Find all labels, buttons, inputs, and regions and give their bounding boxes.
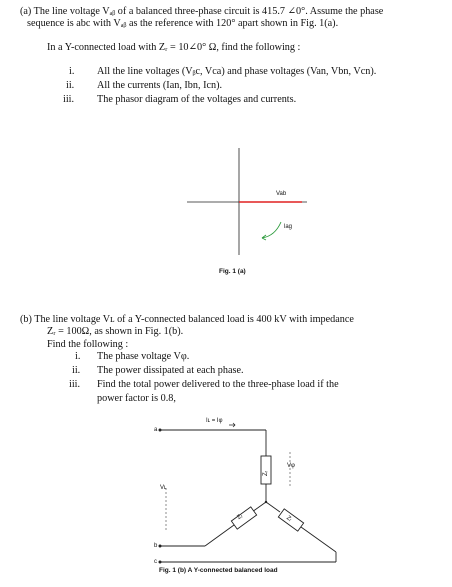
lag-label: lag	[284, 224, 293, 230]
terminal-a	[159, 429, 162, 432]
list-item-text: All the currents (Ian, Ibn, Icn).	[97, 80, 223, 91]
node-c-label: c	[154, 559, 157, 565]
part-a-intro-line2: sequence is abc with Vₐᵦ as the reference with 120° apart shown in Fig. 1(a).	[27, 18, 339, 29]
part-b-intro-line1: (b) The line voltage Vʟ of a Y-connected balanced load is 400 kV with impedance	[20, 314, 354, 325]
wire	[252, 502, 266, 512]
list-item-number: iii.	[63, 94, 75, 105]
part-a-intro-line1: (a) The line voltage Vₐᵦ of a balanced three-phase circuit is 415.7 ∠0°. Assume the phase	[20, 6, 384, 17]
list-item-text: Find the total power delivered to the three-phase load if the	[97, 379, 339, 390]
wire	[205, 525, 234, 546]
node-a-label: a	[154, 427, 158, 433]
figure-caption-a: Fig. 1 (a)	[219, 268, 246, 275]
terminal-c	[159, 561, 162, 564]
wire	[266, 502, 280, 512]
impedance-a-label: Zᵣ	[263, 470, 269, 476]
terminal-b	[159, 545, 162, 548]
list-item-text: All the line voltages (Vᵦc, Vca) and phase voltages (Van, Vbn, Vcn).	[97, 66, 377, 77]
impedance-c-label: Zᵣ	[285, 515, 293, 524]
line-voltage-label: Vʟ	[160, 485, 167, 491]
list-item-number: i.	[75, 351, 81, 362]
list-item-number: i.	[69, 66, 75, 77]
list-item-number: iii.	[69, 379, 81, 390]
current-arrow-icon	[229, 423, 235, 427]
list-item-text: The phase voltage Vφ.	[97, 351, 190, 362]
vab-label: Vab	[276, 191, 287, 197]
node-b-label: b	[154, 543, 158, 549]
list-item-text: The phasor diagram of the voltages and currents.	[97, 94, 297, 105]
list-item-continuation: power factor is 0.8,	[97, 393, 176, 404]
line-current-label: Iʟ = Iφ	[206, 418, 223, 424]
list-item-number: ii.	[66, 80, 75, 91]
wire	[301, 527, 336, 552]
list-item-number: ii.	[72, 365, 81, 376]
phase-voltage-label: Vφ	[287, 463, 295, 469]
impedance-b-label: Zᵣ	[236, 513, 245, 522]
list-item-text: The power dissipated at each phase.	[97, 365, 244, 376]
part-a-load-line: In a Y-connected load with Zᵣ = 10∠0° Ω, find the following :	[47, 42, 301, 53]
figure-caption-b: Fig. 1 (b) A Y-connected balanced load	[159, 567, 278, 574]
part-b-find-line: Find the following :	[47, 339, 129, 350]
part-b-intro-line2: Zᵣ = 100Ω, as shown in Fig. 1(b).	[47, 326, 184, 337]
